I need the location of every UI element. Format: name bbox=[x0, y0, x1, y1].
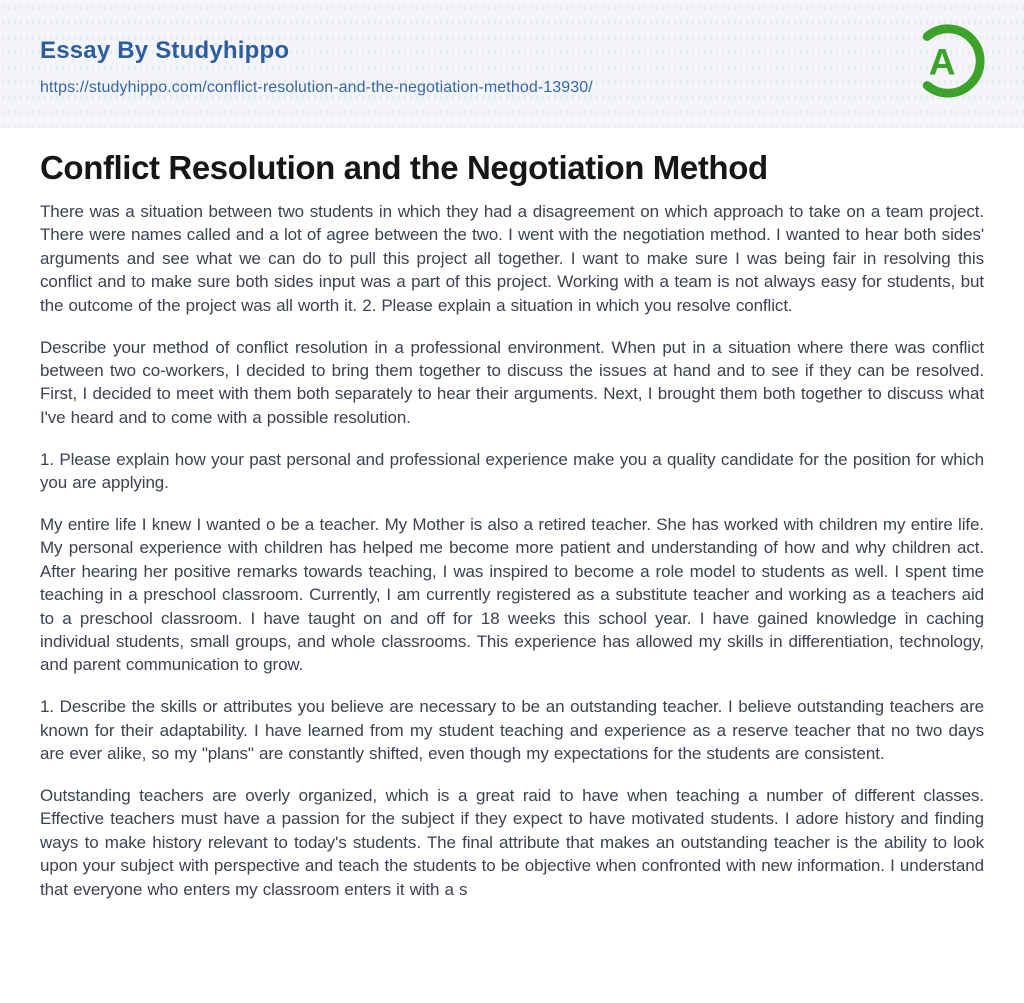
source-banner bbox=[0, 0, 1024, 128]
site-title: Essay By Studyhippo bbox=[40, 37, 290, 64]
page-title: Conflict Resolution and the Negotiation Method bbox=[40, 149, 768, 186]
essay-paragraph: My entire life I knew I wanted o be a teacher. My Mother is also a retired teacher. She has worked with children my entire life. My personal experience with children has helped me become more patient and understanding of how and why children act. After hearing her positive remarks towards teaching, I was inspired to become a role model to students as well. I spent time teaching in a preschool classroom. Currently, I am currently registered as a substitute teacher and working as a teachers aid to a preschool classroom. I have taught on and off for 18 weeks this school year. I have gained knowledge in caching individual students, small groups, and whole classrooms. This experience has allowed my skills in differentiation, technology, and parent communication to grow. bbox=[40, 514, 984, 675]
essay-content bbox=[0, 149, 1024, 901]
studyhippo-logo bbox=[909, 22, 987, 100]
essay-paragraph: 1. Please explain how your past personal and professional experience make you a quality candidate for the position for which you are applying. bbox=[40, 449, 984, 493]
essay-paragraph: Describe your method of conflict resolution in a professional environment. When put in a situation where there was conflict between two co-workers, I decided to bring them together to discuss the issues at hand and to see if they can be resolved. First, I decided to meet with them both separately to hear their arguments. Next, I brought them both together to discuss what I've heard and to come with a possible resolution. bbox=[40, 337, 984, 427]
essay-paragraph: 1. Describe the skills or attributes you believe are necessary to be an outstanding teacher. I believe outstanding teachers are known for their adaptability. I have learned from my student teaching and experience as a reserve teacher that no two days are ever alike, so my "plans" are constantly shifted, even though my expectations for the students are consistent. bbox=[40, 697, 984, 764]
essay-paragraph: There was a situation between two students in which they had a disagreement on which approach to take on a team project. There were names called and a lot of agree between the two. I went with the negotiation method. I wanted to hear both sides' arguments and see what we can do to pull this project all together. I want to make sure I was being fair in resolving this conflict and to make sure both sides input was a part of this project. Working with a team is not always easy for students, but the outcome of the project was all worth it. 2. Please explain a situation in which you resolve conflict. bbox=[40, 202, 984, 315]
studyhippo-logo-icon bbox=[909, 22, 987, 100]
essay-paragraph: Outstanding teachers are overly organized, which is a great raid to have when teaching a number of different classes. Effective teachers must have a passion for the subject if they expect to have motivated students. I adore history and finding ways to make history relevant to today's students. The final attribute that makes an outstanding teacher is the ability to look upon your subject with perspective and teach the students to be objective when confronted with new information. I understand that everyone who enters my classroom enters it with a s bbox=[40, 786, 984, 899]
logo-letter: A bbox=[928, 40, 956, 83]
source-url-link[interactable]: https://studyhippo.com/conflict-resolution-and-the-negotiation-method-13930/ bbox=[40, 79, 593, 96]
essay-body bbox=[40, 200, 984, 901]
